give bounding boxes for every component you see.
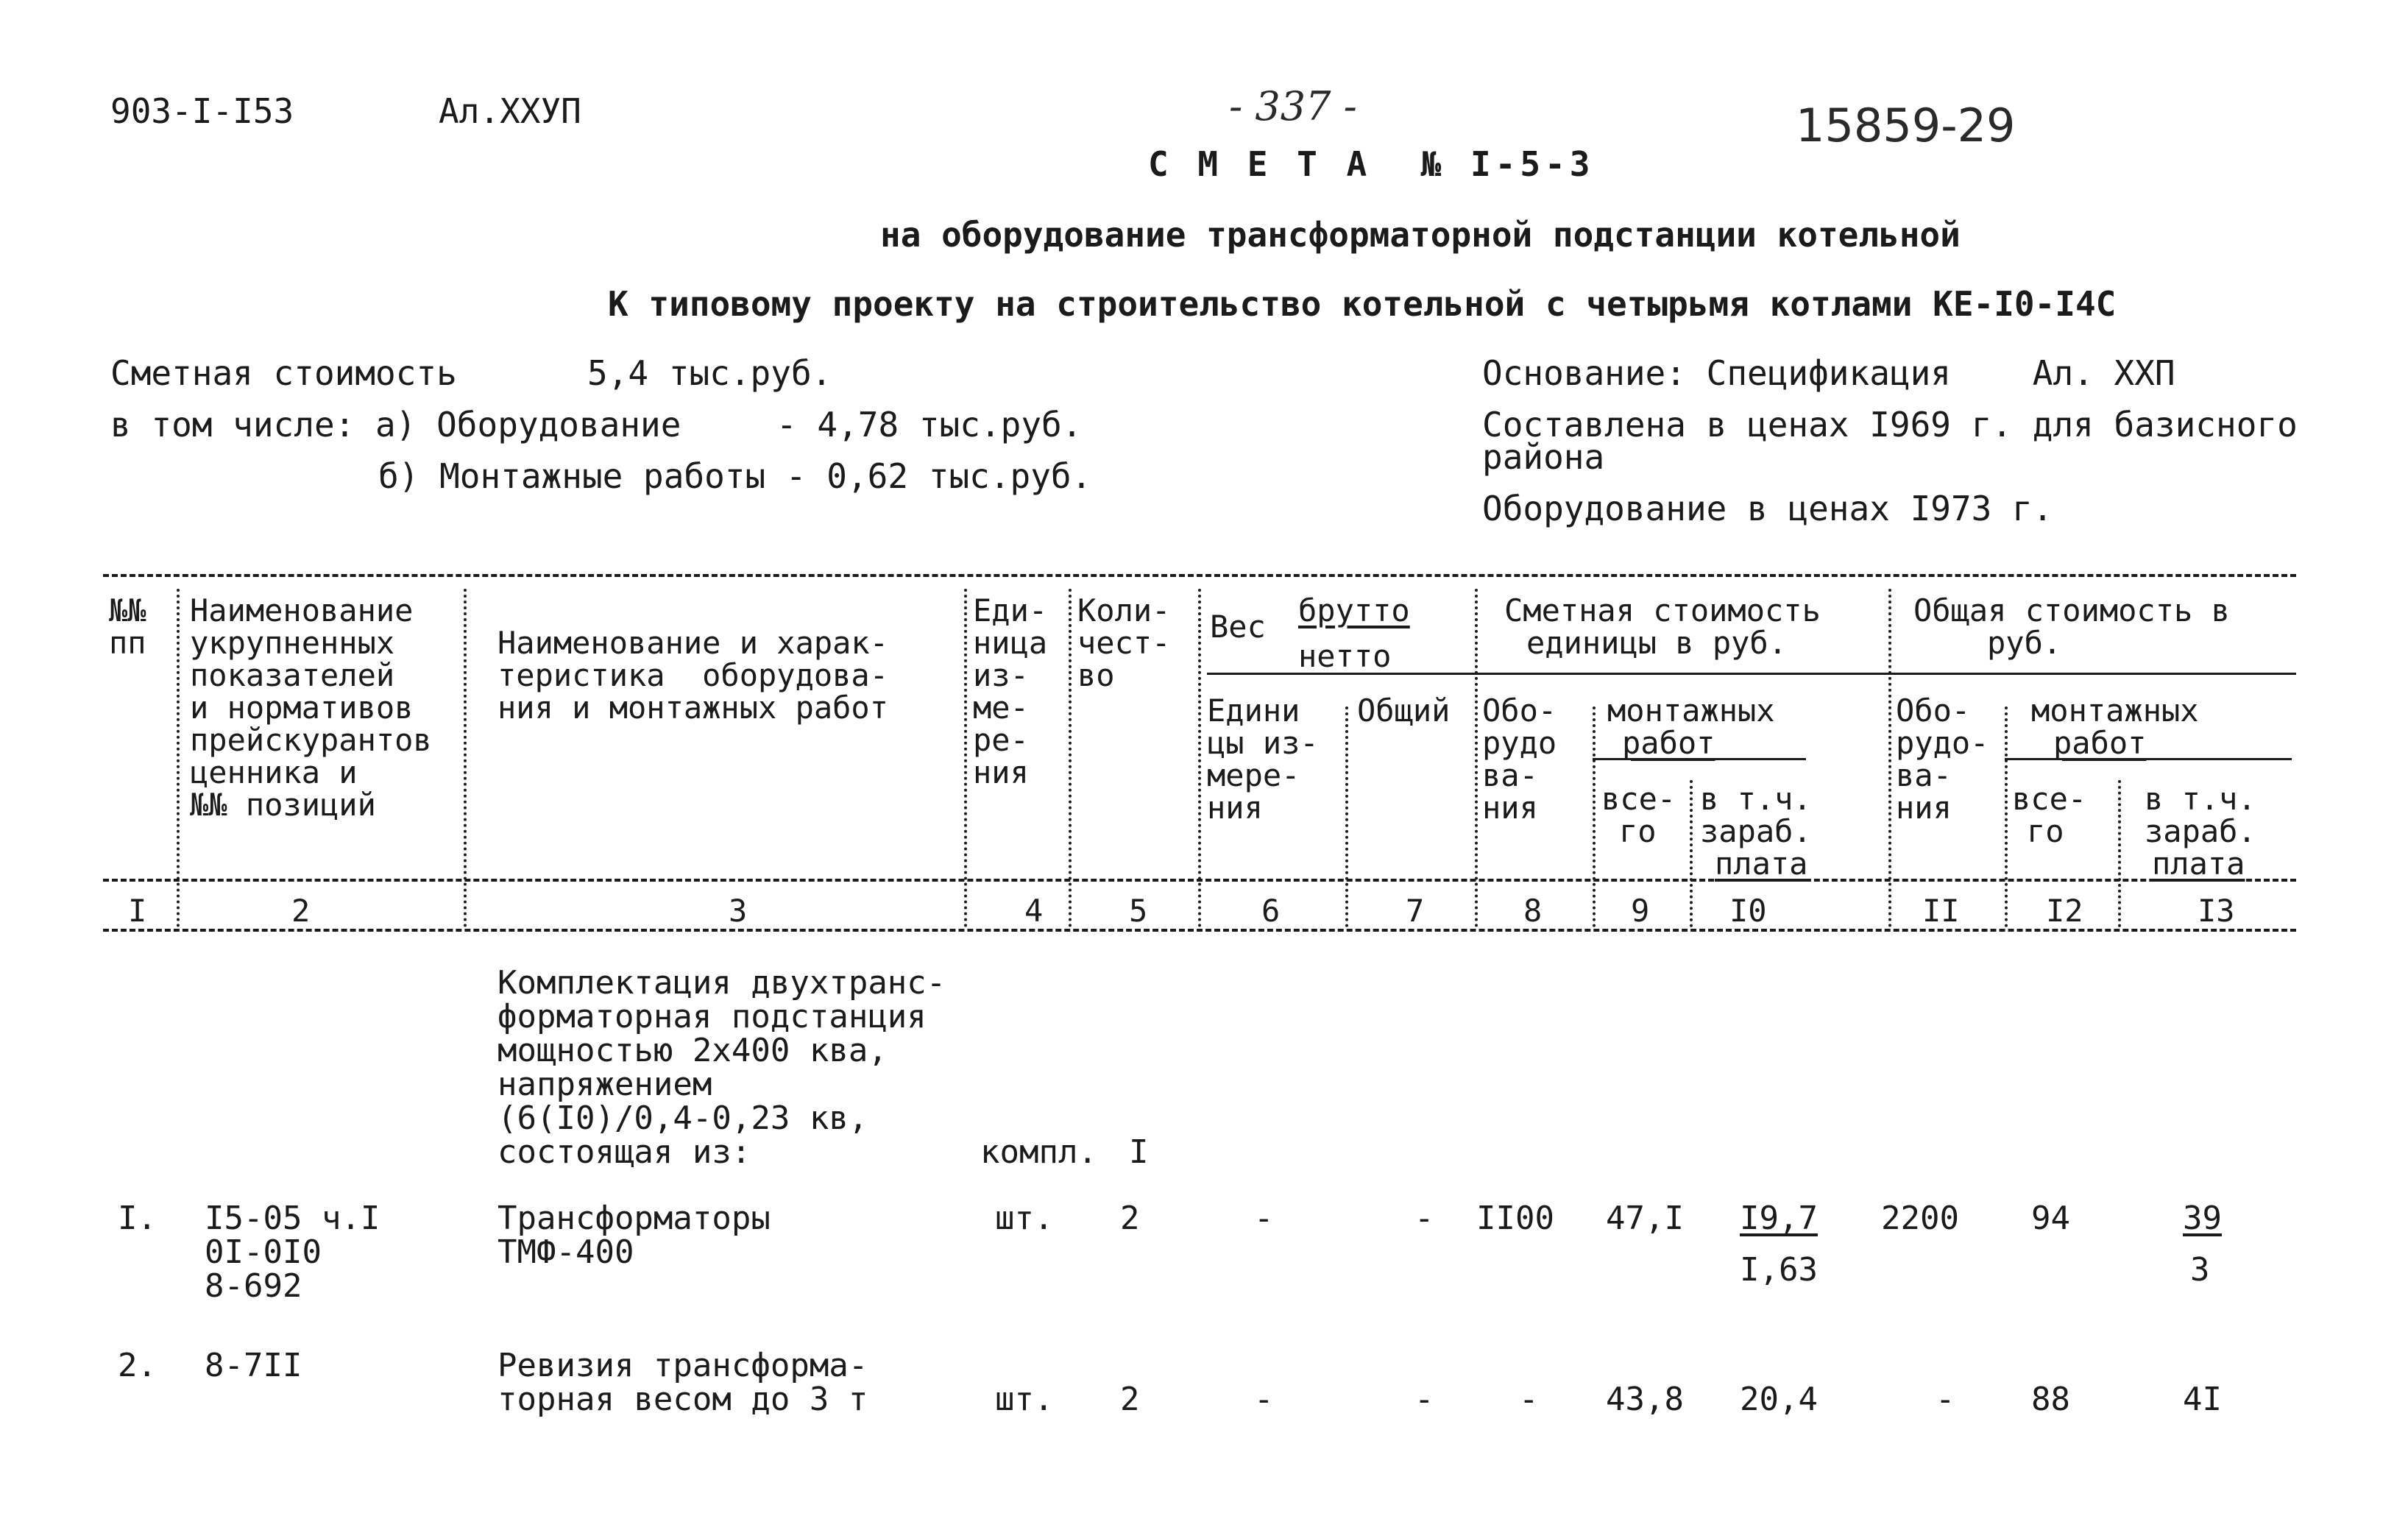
hdr-c10-l2: зараб. [1700, 813, 1812, 849]
handwritten-number: 15859-29 [1796, 99, 2016, 152]
hdr-c8-l1: Обо- [1482, 693, 1557, 729]
hdr-c8-l2: рудо [1482, 725, 1557, 761]
cost-split-rule [1475, 673, 2296, 675]
incl-mounting: б) Монтажные работы - 0,62 тыс.руб. [378, 456, 1092, 496]
hdr-c1-l1: №№ [109, 592, 146, 628]
col-sep [2005, 706, 2008, 927]
hdr-c6-l2: цы из- [1207, 725, 1319, 761]
colnum-4: 4 [1024, 893, 1044, 929]
hdr-c2-l5: прейскурантов [190, 722, 432, 758]
colnum-6: 6 [1261, 893, 1281, 929]
row1-weight-unit: - [1254, 1200, 1274, 1237]
row2-mount-unit: 43,8 [1606, 1381, 1684, 1418]
hdr-c2-l2: укрупненных [190, 625, 395, 661]
col-sep [1345, 706, 1348, 927]
hdr-c4-l1: Еди- [973, 592, 1048, 628]
hdr-c1-l2: пп [109, 625, 146, 661]
row1-wage-unit2: I,63 [1740, 1251, 1818, 1289]
row1-weight-total: - [1414, 1200, 1434, 1237]
group-qty: I [1129, 1133, 1149, 1171]
hdr-weight-brutto: брутто [1298, 592, 1410, 628]
col-sep [1690, 780, 1693, 927]
row2-weight-unit: - [1254, 1381, 1274, 1418]
row1-eq-unit: II00 [1476, 1200, 1554, 1237]
row2-eq-unit: - [1519, 1381, 1539, 1418]
hdr-mount-total-l2: работ [2053, 725, 2147, 761]
row2-num: 2. [118, 1347, 157, 1384]
col-sep [1888, 589, 1891, 927]
col-sep [1069, 589, 1072, 927]
hdr-mount-total-l1: монтажных [2031, 693, 2199, 729]
colnum-8: 8 [1523, 893, 1543, 929]
hdr-c2-l7: №№ позиций [190, 787, 376, 823]
doc-title: С М Е Т А № I-5-3 [1148, 144, 1595, 184]
hdr-total-cost-l1: Общая стоимость в [1913, 592, 2230, 628]
row1-wage-unit: I9,7 [1740, 1200, 1818, 1237]
hdr-c11-l2: рудо- [1896, 725, 1989, 761]
col-sep [177, 589, 180, 927]
hdr-c3-l3: ния и монтажных работ [497, 690, 889, 726]
row2-mount-all: 88 [2031, 1381, 2070, 1418]
hdr-c2-l3: показателей [190, 657, 395, 693]
colnum-5: 5 [1129, 893, 1148, 929]
colnum-9: 9 [1631, 893, 1650, 929]
hdr-c5-l3: во [1077, 657, 1115, 693]
hdr-c6-l3: мере- [1207, 757, 1300, 793]
subtitle-line2: К типовому проекту на строительство котельной с четырьмя котлами КЕ-I0-I4С [608, 284, 2117, 324]
row1-name1: Трансформаторы [497, 1200, 771, 1237]
hdr-unit-cost-l2: единицы в руб. [1526, 625, 1788, 661]
hdr-weight-netto: нетто [1298, 638, 1392, 674]
col-sep [964, 589, 967, 927]
group-line3: мощностью 2х400 ква, [497, 1032, 888, 1069]
hdr-c6-l1: Едини [1207, 693, 1300, 729]
colnum-10: I0 [1729, 893, 1767, 929]
hdr-c9-l2: го [1619, 813, 1657, 849]
colnum-1: I [128, 893, 147, 929]
row2-eq-total: - [1936, 1381, 1955, 1418]
row2-wage-unit: 20,4 [1740, 1381, 1818, 1418]
page-number: - 337 - [1229, 83, 1357, 130]
incl-equipment-label: в том числе: а) Оборудование [110, 405, 681, 445]
hdr-c6-l4: ния [1207, 790, 1263, 826]
hdr-c5-l1: Коли- [1077, 592, 1171, 628]
row1-wage-total: 39 [2183, 1200, 2222, 1237]
hdr-c10-l3: плата [1715, 846, 1808, 882]
col-sep [1593, 706, 1596, 927]
incl-equipment-value: - 4,78 тыс.руб. [776, 405, 1083, 445]
hdr-c4-l4: ме- [973, 690, 1029, 726]
hdr-c11-l1: Обо- [1896, 693, 1971, 729]
hdr-c4-l3: из- [973, 657, 1029, 693]
row2-name1: Ревизия трансформа- [497, 1347, 868, 1384]
group-line2: форматорная подстанция [497, 998, 927, 1035]
hdr-c8-l4: ния [1482, 790, 1538, 826]
row1-unit: шт. [995, 1200, 1054, 1237]
composed-line1: Составлена в ценах I969 г. для базисного [1482, 405, 2298, 445]
row1-eq-total: 2200 [1881, 1200, 1959, 1237]
row1-mount-all: 94 [2031, 1200, 2070, 1237]
composed-line2: района [1482, 437, 1605, 477]
album-ref: Ал.XXУП [439, 91, 581, 131]
colnum-12: I2 [2046, 893, 2083, 929]
subtitle-line1: на оборудование трансформаторной подстанции котельной [880, 215, 1961, 255]
hdr-weight-label: Вес [1210, 609, 1266, 645]
hdr-c13-l1: в т.ч. [2145, 781, 2256, 817]
hdr-c8-l3: ва- [1482, 757, 1538, 793]
colnum-11: II [1922, 893, 1960, 929]
colnum-13: I3 [2198, 893, 2235, 929]
hdr-c9-l1: все- [1601, 781, 1676, 817]
col-sep [1475, 589, 1478, 927]
hdr-total-cost-l2: руб. [1987, 625, 2062, 661]
row1-code3: 8-692 [205, 1267, 302, 1305]
equipment-prices: Оборудование в ценах I973 г. [1482, 489, 2053, 528]
col-sep [2118, 780, 2121, 927]
hdr-c2-l1: Наименование [190, 592, 414, 628]
hdr-c7: Общий [1357, 693, 1451, 729]
row1-wage-total2: 3 [2190, 1251, 2210, 1289]
hdr-c2-l4: и нормативов [190, 690, 414, 726]
hdr-c11-l3: ва- [1896, 757, 1952, 793]
group-unit: компл. [980, 1133, 1097, 1171]
colnum-3: 3 [729, 893, 748, 929]
hdr-c2-l6: ценника и [190, 754, 358, 790]
colnum-2: 2 [291, 893, 311, 929]
hdr-c12-l1: все- [2012, 781, 2087, 817]
col-sep [1198, 589, 1201, 927]
basis-line: Основание: Спецификация Ал. XXП [1482, 353, 2175, 393]
hdr-mount-unit-l1: монтажных [1607, 693, 1775, 729]
hdr-c4-l2: ница [973, 625, 1048, 661]
row1-num: I. [118, 1200, 157, 1237]
colnum-7: 7 [1406, 893, 1425, 929]
row2-unit: шт. [995, 1381, 1054, 1418]
hdr-mount-unit-l2: работ [1622, 725, 1715, 761]
group-line1: Комплектация двухтранс- [497, 964, 946, 1002]
row2-name2: торная весом до 3 т [497, 1381, 868, 1418]
row2-qty: 2 [1120, 1381, 1140, 1418]
row1-code1: I5-05 ч.I [205, 1200, 380, 1237]
hdr-c13-l2: зараб. [2145, 813, 2256, 849]
group-line6: состоящая из: [497, 1133, 751, 1171]
group-line5: (6(I0)/0,4-0,23 кв, [497, 1099, 868, 1137]
col-sep [464, 589, 467, 927]
hdr-c4-l6: ния [973, 754, 1029, 790]
row1-qty: 2 [1120, 1200, 1140, 1237]
mount-total-rule [2005, 758, 2292, 760]
row2-code1: 8-7II [205, 1347, 302, 1384]
row1-name2: ТМФ-400 [497, 1233, 634, 1271]
hdr-c13-l3: плата [2152, 846, 2245, 882]
colnum-bottom-rule [103, 929, 2296, 932]
row2-weight-total: - [1414, 1381, 1434, 1418]
doc-code: 903-I-I53 [110, 91, 294, 131]
hdr-c5-l2: чест- [1077, 625, 1171, 661]
hdr-c10-l1: в т.ч. [1700, 781, 1812, 817]
table-top-rule [103, 574, 2296, 577]
row2-wage-total: 4I [2183, 1381, 2222, 1418]
cost-value: 5,4 тыс.руб. [587, 353, 832, 393]
cost-label: Сметная стоимость [110, 353, 457, 393]
hdr-c11-l4: ния [1896, 790, 1952, 826]
hdr-c4-l5: ре- [973, 722, 1029, 758]
hdr-c3-l1: Наименование и харак- [497, 625, 889, 661]
row1-code2: 0I-0I0 [205, 1233, 322, 1271]
hdr-c3-l2: теристика оборудова- [497, 657, 889, 693]
row1-mount-unit: 47,I [1606, 1200, 1684, 1237]
hdr-unit-cost-l1: Сметная стоимость [1504, 592, 1821, 628]
hdr-c12-l2: го [2027, 813, 2064, 849]
group-line4: напряжением [497, 1066, 712, 1103]
